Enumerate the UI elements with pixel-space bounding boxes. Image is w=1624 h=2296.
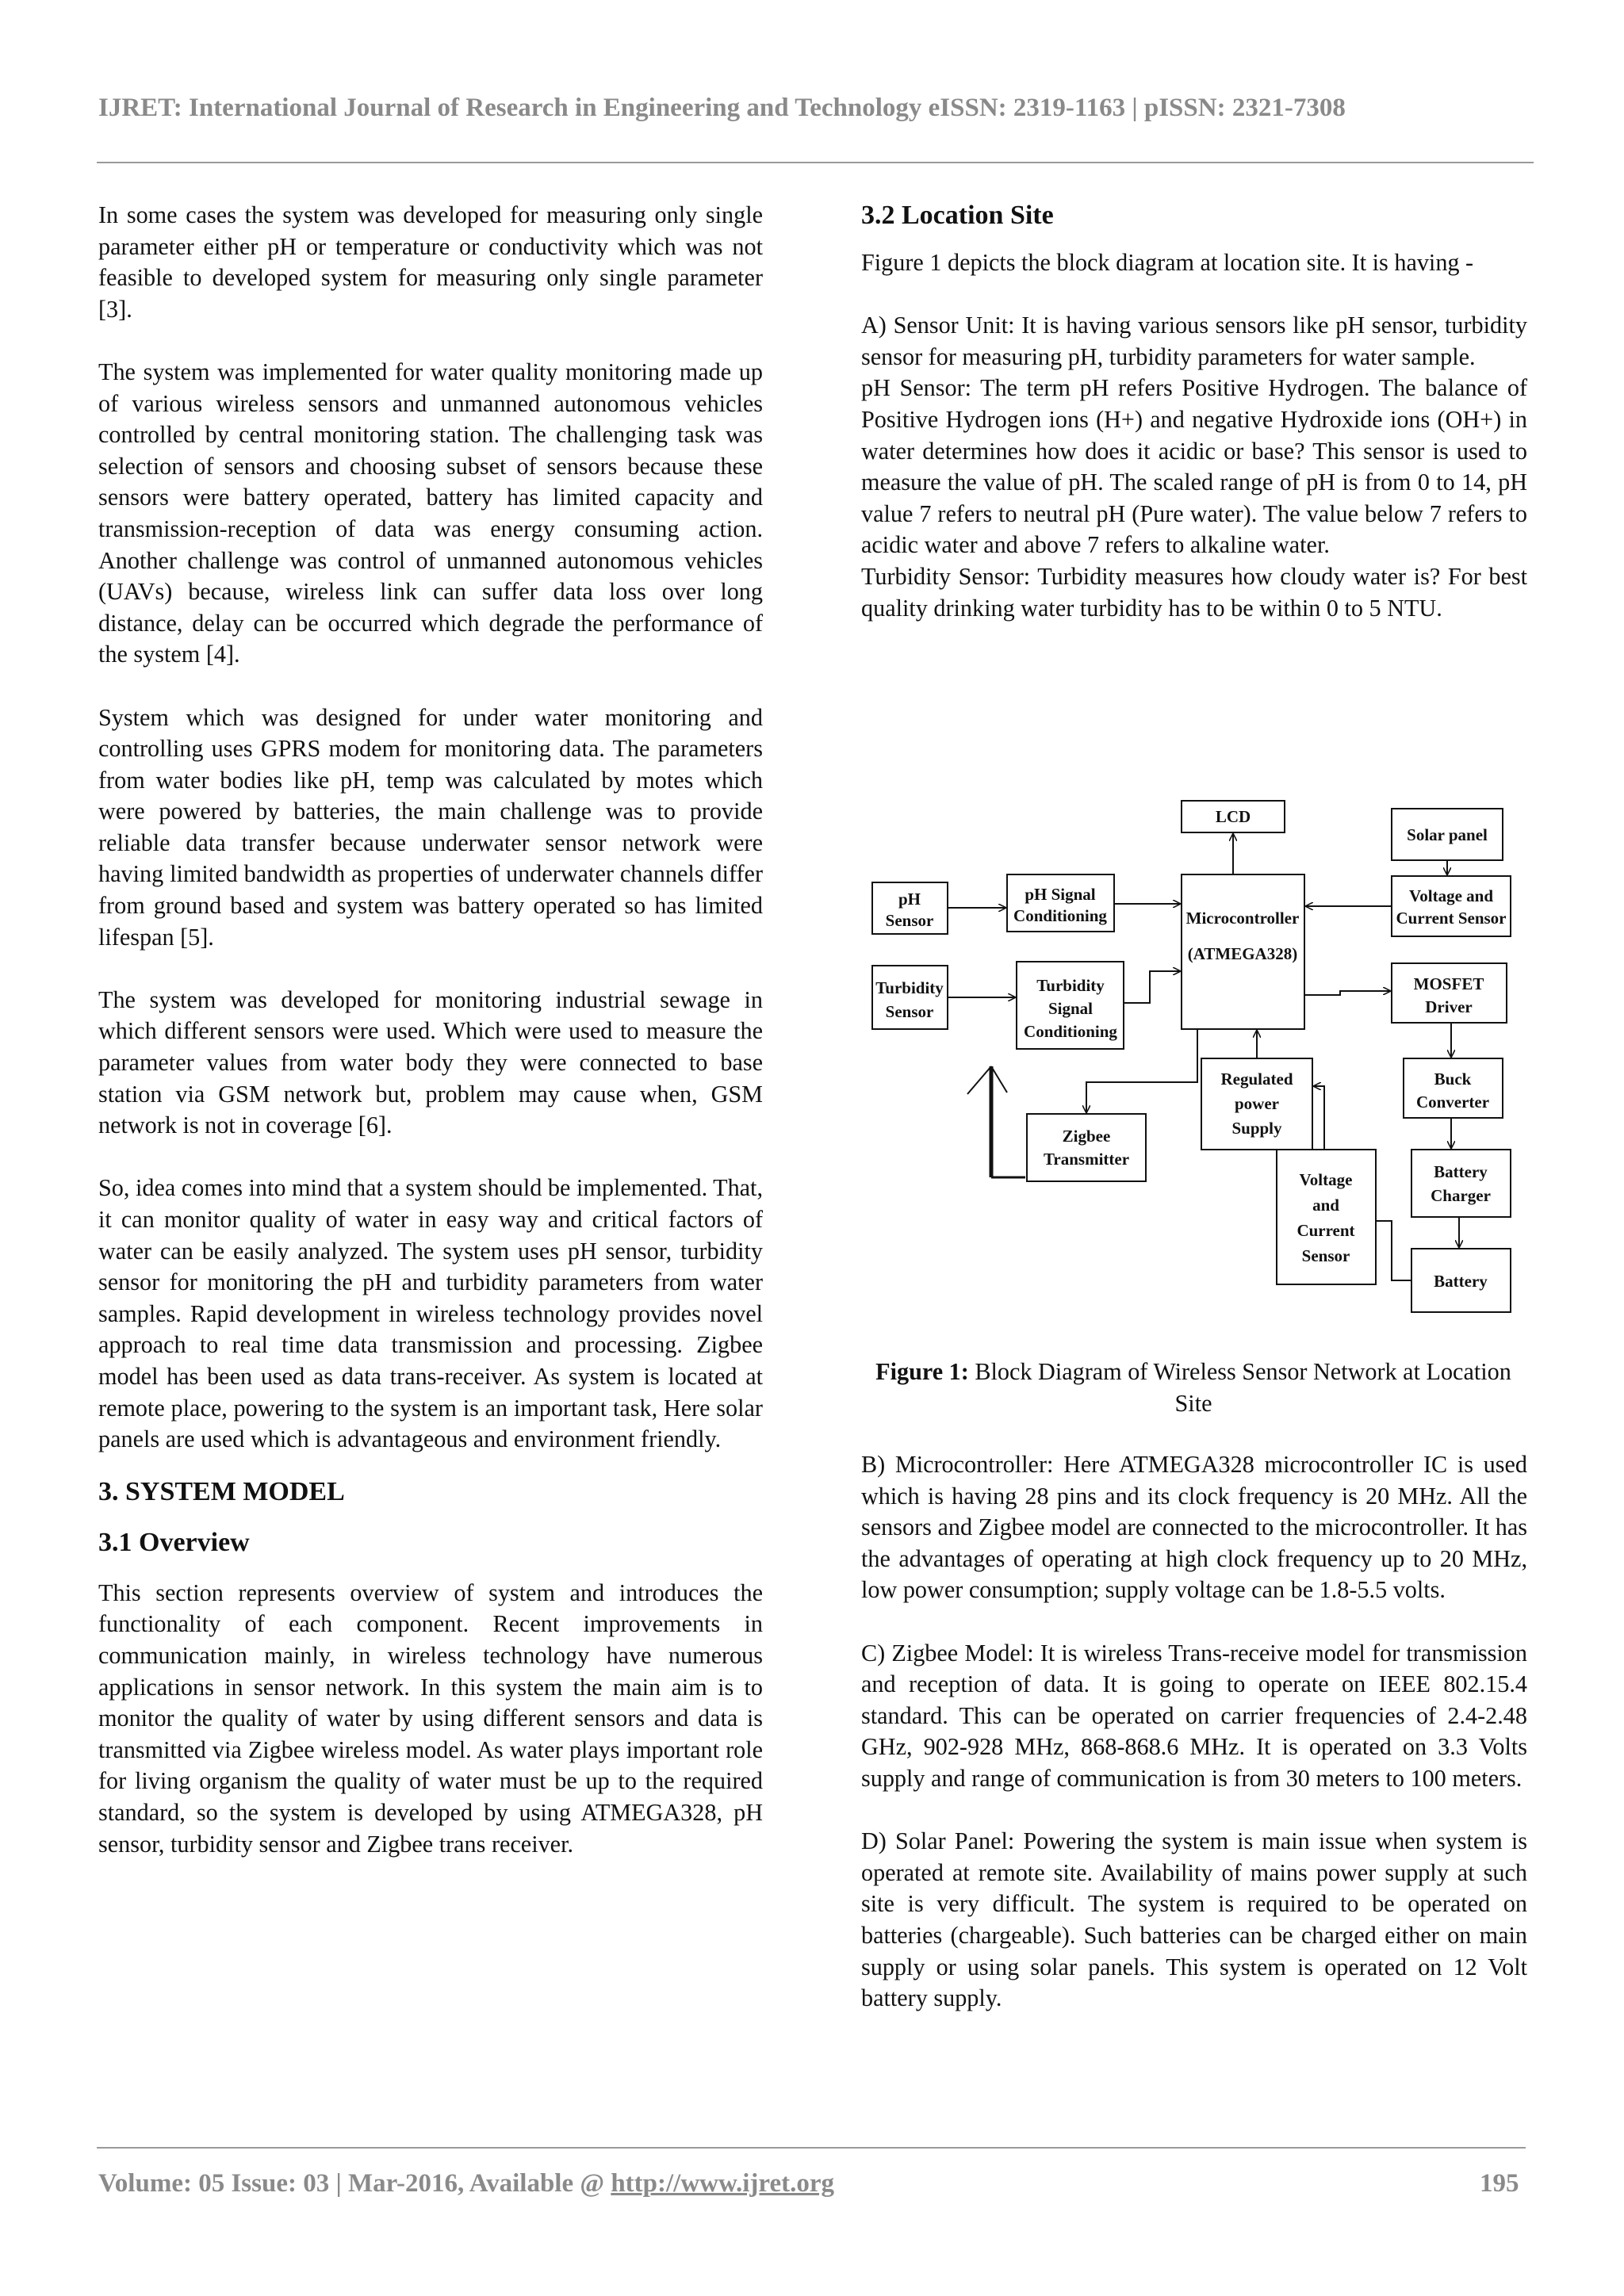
subsection-heading: 3.1 Overview bbox=[98, 1527, 250, 1557]
block-label: Signal bbox=[1048, 999, 1094, 1018]
caption-text: Block Diagram of Wireless Sensor Network at Location Site bbox=[968, 1358, 1511, 1417]
block-label: pH bbox=[898, 890, 921, 909]
battery-charger-block bbox=[1411, 1150, 1511, 1217]
footer-volume-info bbox=[98, 2169, 834, 2198]
block-label: Conditioning bbox=[1013, 906, 1107, 925]
block-label: power bbox=[1235, 1094, 1279, 1113]
block-label: Voltage and bbox=[1409, 886, 1493, 905]
block-label: Conditioning bbox=[1024, 1022, 1117, 1041]
paragraph: This section represents overview of system and introduces the functionality of each component. Recent improvements in communication mainly, in wireless technology have numerous applications in sensor network. In this system the main aim is to monitor the quality of water by using different sensors and data is transmitted via Zigbee wireless model. As water plays important role for living organism the quality of water must be up to the required standard, so the system is developed by using ATMEGA328, pH sensor, turbidity sensor and Zigbee trans receiver. bbox=[98, 1578, 763, 1858]
block-label: MOSFET bbox=[1413, 974, 1484, 993]
block-label: Current Sensor bbox=[1396, 909, 1507, 928]
caption-label: Figure 1: bbox=[875, 1358, 969, 1385]
paragraph: In some cases the system was developed for measuring only single parameter either pH or temperature or conductivity which was not feasible to developed system for measuring only single parameter [3]. bbox=[98, 201, 763, 323]
paragraph: The system was developed for monitoring industrial sewage in which different sensors were used. Which were used to measure the parameter values from water body they were connected to base station via GSM network but, problem may cause when, GSM network is not in coverage [6]. bbox=[98, 985, 763, 1139]
paragraph: Turbidity Sensor: Turbidity measures how cloudy water is? For best quality drinking water turbidity has to be within 0 to 5 NTU. bbox=[861, 562, 1527, 622]
block-label: and bbox=[1312, 1196, 1339, 1215]
paragraph: The system was implemented for water quality monitoring made up of various wireless sensors and unmanned autonomous vehicles controlled by central monitoring station. The challenging task was selection of sensors and choosing subset of sensors because these sensors were battery operated, battery has limited capacity and transmission-reception of data was energy consuming action. Another challenge was control of unmanned autonomous vehicles (UAVs) because, wireless link can suffer data loss over long distance, delay can be occurred which degrade the performance of the system [4]. bbox=[98, 358, 763, 668]
paragraph: pH Sensor: The term pH refers Positive Hydrogen. The balance of Positive Hydrogen ions (H+) and negative Hydroxide ions (OH+) in water determines how does it acidic or base? This sensor is used to measure the value of pH. The scaled range of pH is from 0 to 14, pH value 7 refers to neutral pH (Pure water). The value below 7 refers to acidic water and above 7 refers to alkaline water. bbox=[861, 374, 1527, 559]
block-diagram-figure bbox=[864, 781, 1522, 1352]
paragraph: So, idea comes into mind that a system should be implemented. That, it can monitor quality of water in easy way and critical factors of water can be easily analyzed. The system uses pH sensor, turbidity sensor for monitoring the pH and turbidity parameters from water samples. Rapid development in wireless technology provides novel approach to real time data transmission and processing. Zigbee model has been used as data trans-receiver. As system is located at remote place, powering to the system is an important task, Here solar panels are used which is advantageous and environment friendly. bbox=[98, 1174, 763, 1453]
block-label: Microcontroller bbox=[1185, 909, 1300, 928]
block-label: Zigbee bbox=[1062, 1127, 1111, 1146]
block-label: Current bbox=[1297, 1221, 1355, 1240]
journal-header: IJRET: International Journal of Research in Engineering and Technology eISSN: 2319-1163 | pISSN: 2321-7308 bbox=[98, 94, 1346, 122]
right-column-lower bbox=[861, 1449, 1527, 2015]
paragraph: System which was designed for under water monitoring and controlling uses GPRS modem for monitoring data. The parameters from water bodies like pH, temp was calculated by motes which were powered by batteries, the main challenge was to provide reliable data transfer because underwater sensor network were having limited bandwidth as properties of underwater channels differ from ground based and system was battery operated so has limited lifespan [5]. bbox=[98, 703, 763, 951]
paragraph: Figure 1 depicts the block diagram at location site. It is having - bbox=[861, 249, 1474, 276]
block-label: Sensor bbox=[885, 911, 934, 930]
figure-caption bbox=[864, 1356, 1522, 1419]
block-label: Sensor bbox=[1301, 1246, 1350, 1265]
paragraph: A) Sensor Unit: It is having various sensors like pH sensor, turbidity sensor for measuring pH, turbidity parameters for water sample. bbox=[861, 312, 1527, 370]
block-label: Battery bbox=[1434, 1162, 1488, 1181]
block-label: Transmitter bbox=[1043, 1150, 1130, 1169]
block-label: Supply bbox=[1231, 1119, 1282, 1138]
block-label: Converter bbox=[1415, 1093, 1490, 1112]
block-label: Voltage bbox=[1299, 1170, 1353, 1189]
footer-text: Volume: 05 Issue: 03 | Mar-2016, Available @ bbox=[98, 2169, 611, 2198]
right-column bbox=[861, 200, 1527, 624]
left-column bbox=[98, 200, 763, 1860]
block-label: Battery bbox=[1434, 1272, 1488, 1291]
page-number: 195 bbox=[1480, 2169, 1519, 2198]
block-label: pH Signal bbox=[1025, 885, 1096, 904]
zigbee-transmitter-block bbox=[1027, 1114, 1146, 1181]
block-label: Sensor bbox=[885, 1002, 934, 1021]
block-label: Driver bbox=[1425, 997, 1473, 1016]
paragraph: B) Microcontroller: Here ATMEGA328 microcontroller IC is used which is having 28 pins and its clock frequency is 20 MHz. All the sensors and Zigbee model are connected to the microcontroller. It has the advantages of operating at high clock frequency up to 20 MHz, low power consumption; supply voltage can be 1.8-5.5 volts. bbox=[861, 1451, 1527, 1604]
paragraph: D) Solar Panel: Powering the system is main issue when system is operated at remote site. Availability of mains power supply at such site is very difficult. The system is required to be operated on batteries (chargeable). Such batteries can be charged either on main supply or using solar panels. This system is operated on 12 Volt battery supply. bbox=[861, 1827, 1527, 2012]
block-label: Charger bbox=[1431, 1186, 1491, 1205]
footer-divider bbox=[97, 2147, 1526, 2149]
block-label: (ATMEGA328) bbox=[1187, 944, 1298, 963]
section-heading: 3. SYSTEM MODEL bbox=[98, 1476, 345, 1506]
block-label: Regulated bbox=[1220, 1070, 1293, 1089]
header-divider bbox=[97, 162, 1534, 163]
subsection-heading: 3.2 Location Site bbox=[861, 201, 1054, 230]
block-diagram bbox=[864, 781, 1522, 1352]
block-label: Turbidity bbox=[875, 978, 944, 997]
block-label: Buck bbox=[1434, 1070, 1472, 1089]
block-label: Turbidity bbox=[1036, 976, 1105, 995]
block-label: Solar panel bbox=[1407, 825, 1488, 844]
block-label: LCD bbox=[1215, 807, 1251, 826]
journal-link[interactable]: http://www.ijret.org bbox=[611, 2169, 834, 2198]
paragraph: C) Zigbee Model: It is wireless Trans-receive model for transmission and reception of data. It is going to operate on IEEE 802.15.4 standard. This can be operated on carrier frequencies of 2.4-2.48 GHz, 902-928 MHz, 868-868.6 MHz. It is operated on 3.3 Volts supply and range of communication is from 30 meters to 100 meters. bbox=[861, 1639, 1527, 1792]
